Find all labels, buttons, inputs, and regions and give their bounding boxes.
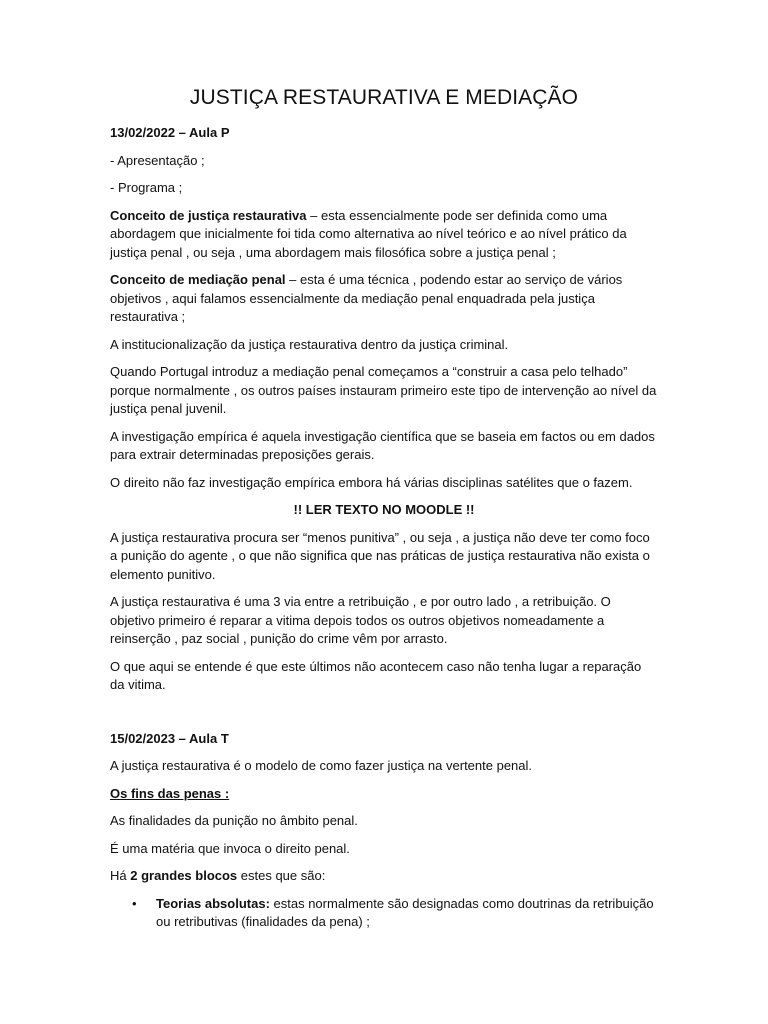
paragraph-finalidades: As finalidades da punição no âmbito penal. bbox=[110, 813, 358, 828]
term-mediacao-penal: Conceito de mediação penal bbox=[110, 272, 286, 287]
paragraph-terceira-via: A justiça restaurativa é uma 3 via entre a retribuição , e por outro lado , a retribuição. O objetivo primeiro é reparar a vitima depois todos os outros objetivos nomeadamente a reinserção , paz social , punição do crime vêm por arrasto. bbox=[110, 594, 611, 646]
paragraph-materia: É uma matéria que invoca o direito penal. bbox=[110, 840, 350, 856]
paragraph-portugal: Quando Portugal introduz a mediação penal começamos a “construir a casa pelo telhado” porque normalmente , os outros países instauram primeiro este tipo de intervenção ao nível da justiça penal juvenil. bbox=[110, 364, 657, 416]
section-spacer bbox=[110, 704, 658, 730]
paragraph-menos-punitiva: A justiça restaurativa procura ser “menos punitiva” , ou seja , a justiça não deve ter como foco a punição do agente , o que não significa que nas práticas de justiça restaurativa não exista o elemento punitivo. bbox=[110, 529, 650, 582]
paragraph-grandes-blocos bbox=[110, 867, 658, 886]
moodle-notice: !! LER TEXTO NO MOODLE !! bbox=[293, 502, 475, 517]
paragraph-direito: O direito não faz investigação empírica embora há várias disciplinas satélites que o fazem. bbox=[110, 474, 633, 490]
paragraph-conceito-mediacao-penal bbox=[110, 271, 658, 327]
list-item-programa: - Programa ; bbox=[110, 180, 183, 195]
paragraph-institucionalizacao: A institucionalização da justiça restaurativa dentro da justiça criminal. bbox=[110, 336, 509, 352]
bullet-icon: • bbox=[132, 895, 137, 911]
subheading-fins-das-penas: Os fins das penas : bbox=[110, 785, 230, 801]
blocos-suffix: estes que são: bbox=[237, 868, 326, 883]
blocos-emphasis: 2 grandes blocos bbox=[130, 868, 238, 883]
paragraph-reparacao: O que aqui se entende é que este últimos não acontecem caso não tenha lugar a reparação da vitima. bbox=[110, 658, 642, 692]
class2-heading: 15/02/2023 – Aula T bbox=[110, 730, 229, 746]
term-teorias-absolutas: Teorias absolutas: bbox=[156, 895, 270, 911]
document-title: JUSTIÇA RESTAURATIVA E MEDIAÇÃO bbox=[189, 86, 579, 109]
definition-mediacao-penal: – esta é uma técnica , podendo estar ao serviço de vários objetivos , aqui falamos essencialmente da mediação penal enquadrada pela justiça restaurativa ; bbox=[110, 272, 623, 324]
list-item-apresentacao: - Apresentação ; bbox=[110, 152, 205, 168]
term-justica-restaurativa: Conceito de justiça restaurativa bbox=[110, 207, 307, 223]
bullet-list bbox=[110, 895, 658, 932]
list-item bbox=[110, 895, 658, 932]
definition-teorias-absolutas: estas normalmente são designadas como doutrinas da retribuição ou retributivas (finalidades da pena) ; bbox=[156, 895, 654, 929]
definition-justica-restaurativa: – esta essencialmente pode ser definida como uma abordagem que inicialmente foi tida como alternativa ao nível teórico e ao nível prático da justiça penal , ou seja , uma abordagem mais filosófica sobre a justiça penal ; bbox=[110, 207, 627, 260]
paragraph-conceito-justica-restaurativa bbox=[110, 207, 658, 263]
class1-heading: 13/02/2022 – Aula P bbox=[110, 125, 230, 140]
paragraph-modelo: A justiça restaurativa é o modelo de como fazer justiça na vertente penal. bbox=[110, 758, 533, 773]
paragraph-investigacao-empirica: A investigação empírica é aquela investigação científica que se baseia em factos ou em dados para extrair determinadas preposições gerais. bbox=[110, 428, 655, 462]
blocos-prefix: Há bbox=[110, 868, 131, 883]
